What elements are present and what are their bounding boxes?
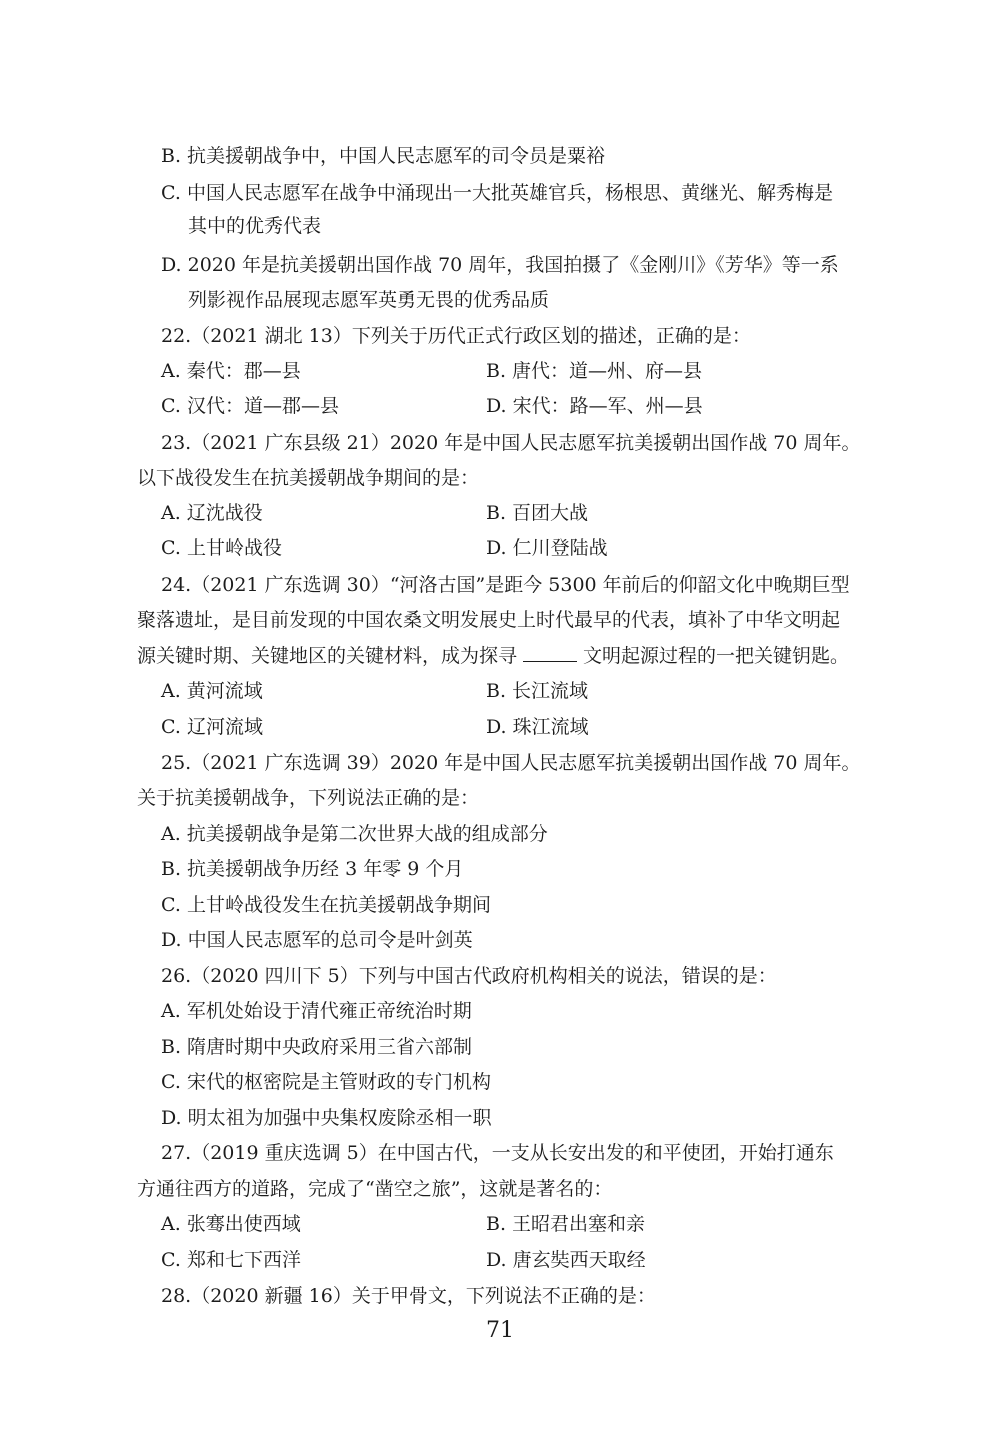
q23-option-d: D. 仁川登陆战 [486,537,608,559]
q26-option-a: A. 军机处始设于清代雍正帝统治时期 [161,1000,472,1022]
q23-option-a: A. 辽沈战役 [161,502,263,524]
q25-option-b: B. 抗美援朝战争历经 3 年零 9 个月 [161,858,464,880]
q27-option-a: A. 张骞出使西域 [161,1213,301,1235]
q28-stem: 28.（2020 新疆 16）关于甲骨文，下列说法不正确的是： [161,1285,656,1307]
q27-option-b: B. 王昭君出塞和亲 [486,1213,646,1235]
q23-stem-line2: 以下战役发生在抗美援朝战争期间的是： [137,467,480,489]
q27-option-c: C. 郑和七下西洋 [161,1249,301,1271]
q22-option-b: B. 唐代：道—州、府—县 [486,360,703,382]
q26-option-b: B. 隋唐时期中央政府采用三省六部制 [161,1036,473,1058]
q22-option-a: A. 秦代：郡—县 [161,360,301,382]
q24-option-c: C. 辽河流域 [161,716,263,738]
q24-option-d: D. 珠江流域 [486,716,589,738]
q24-stem-line1: 24.（2021 广东选调 30）“河洛古国”是距今 5300 年前后的仰韶文化中晚期巨型 [161,574,850,596]
q21-option-c-line1: C. 中国人民志愿军在战争中涌现出一大批英雄官兵，杨根思、黄继光、解秀梅是 [161,182,833,204]
q24-stem-line2: 聚落遗址，是目前发现的中国农桑文明发展史上时代最早的代表，填补了中华文明起 [137,609,841,631]
q24-stem-line3-part2: 文明起源过程的一把关键钥匙。 [583,645,850,667]
q21-option-d-line1: D. 2020 年是抗美援朝出国作战 70 周年，我国拍摄了《金刚川》《芳华》等一系 [161,254,839,276]
q21-option-c-line2: 其中的优秀代表 [188,215,322,237]
q25-option-d: D. 中国人民志愿军的总司令是叶剑英 [161,929,473,951]
q21-option-b: B. 抗美援朝战争中，中国人民志愿军的司令员是粟裕 [161,145,606,167]
page-number: 71 [486,1318,514,1343]
q23-option-b: B. 百团大战 [486,502,589,524]
q24-option-b: B. 长江流域 [486,680,589,702]
q26-option-c: C. 宋代的枢密院是主管财政的专门机构 [161,1071,491,1093]
q22-option-c: C. 汉代：道—郡—县 [161,395,339,417]
q22-option-d: D. 宋代：路—军、州—县 [486,395,703,417]
q24-option-a: A. 黄河流域 [161,680,263,702]
q26-stem: 26.（2020 四川下 5）下列与中国古代政府机构相关的说法，错误的是： [161,965,777,987]
q22-stem: 22.（2021 湖北 13）下列关于历代正式行政区划的描述，正确的是： [161,325,751,347]
q25-stem-line1: 25.（2021 广东选调 39）2020 年是中国人民志愿军抗美援朝出国作战 70 周年。 [161,752,861,774]
q27-stem-line1: 27.（2019 重庆选调 5）在中国古代，一支从长安出发的和平使团，开始打通东 [161,1142,834,1164]
q23-option-c: C. 上甘岭战役 [161,537,282,559]
fill-in-blank [523,643,577,662]
q25-stem-line2: 关于抗美援朝战争，下列说法正确的是： [137,787,480,809]
q24-stem-line3 [137,643,849,669]
q27-option-d: D. 唐玄奘西天取经 [486,1249,646,1271]
q23-stem-line1: 23.（2021 广东县级 21）2020 年是中国人民志愿军抗美援朝出国作战 70 周年。 [161,432,861,454]
q21-option-d-line2: 列影视作品展现志愿军英勇无畏的优秀品质 [188,289,550,311]
q25-option-c: C. 上甘岭战役发生在抗美援朝战争期间 [161,894,491,916]
q27-stem-line2: 方通往西方的道路，完成了“凿空之旅”，这就是著名的： [137,1178,613,1200]
q24-stem-line3-part1: 源关键时期、关键地区的关键材料，成为探寻 [137,645,518,667]
q26-option-d: D. 明太祖为加强中央集权废除丞相一职 [161,1107,492,1129]
q25-option-a: A. 抗美援朝战争是第二次世界大战的组成部分 [161,823,548,845]
